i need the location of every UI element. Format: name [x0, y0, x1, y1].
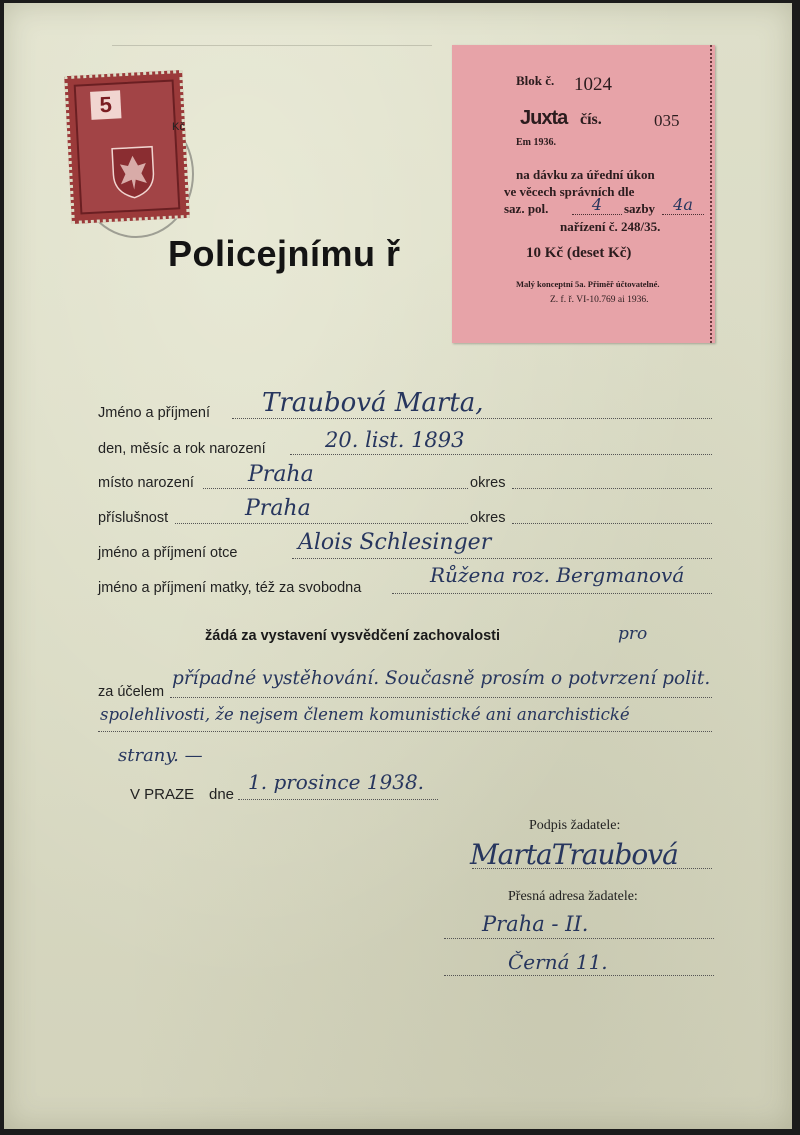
date-value: 1. prosince 1938.: [248, 770, 425, 794]
signature-label: Podpis žadatele:: [529, 818, 621, 833]
tax-stamp: [64, 70, 190, 224]
address-value-1: Praha - II.: [482, 912, 589, 936]
coat-of-arms-icon: [107, 142, 160, 201]
birth-value: 20. list. 1893: [325, 428, 465, 452]
name-line: [232, 418, 712, 419]
address-line-2: [444, 975, 714, 976]
purpose-text-3: strany. —: [118, 745, 203, 766]
ticket-line1: na dávku za úřední úkon: [516, 167, 655, 182]
ticket-cis-number: 035: [654, 111, 680, 130]
ticket-line3-a: saz. pol.: [504, 201, 549, 216]
ticket-em: Em 1936.: [516, 137, 556, 148]
ticket-line2: ve věcech správních dle: [504, 184, 635, 199]
ticket-hand-pol: 4: [572, 195, 622, 215]
name-value: Traubová Marta,: [262, 388, 484, 418]
ticket-blok-number: 1024: [574, 74, 612, 95]
date-dne-label: dne: [209, 786, 235, 803]
mother-value: Růžena roz. Bergmanová: [430, 563, 685, 587]
date-line: [238, 799, 438, 800]
tax-stamp-frame: [74, 79, 181, 214]
purpose-line-2: [98, 731, 712, 732]
father-line: [292, 558, 712, 559]
name-label: Jméno a příjmení: [98, 405, 211, 421]
citizenship-label: příslušnost: [98, 510, 169, 526]
citizenship-line: [175, 523, 468, 524]
page-title: Policejnímu ř: [168, 233, 401, 274]
ticket-line3-b: sazby: [624, 201, 656, 216]
stamp-currency-suffix: Kč: [172, 121, 185, 133]
mother-label: jméno a příjmení matky, též za svobodna: [98, 580, 362, 596]
request-heading: žádá za vystavení vysvědčení zachovalosti: [205, 628, 500, 644]
place-okres-line: [512, 488, 712, 489]
ticket-small1: Malý konceptní 5a. Přiměř účtovatelné.: [516, 279, 660, 289]
signature-value: MartaTraubová: [470, 838, 678, 871]
purpose-text-1: případné vystěhování. Současně prosím o potvrzení polit.: [172, 668, 711, 689]
revenue-ticket: [452, 45, 715, 343]
address-label: Přesná adresa žadatele:: [508, 889, 638, 904]
purpose-line-1: [170, 697, 712, 698]
ticket-juxta: Juxta: [520, 107, 568, 129]
father-label: jméno a příjmení otce: [98, 545, 238, 561]
ticket-cis-label: čís.: [580, 111, 602, 128]
place-label: místo narození: [98, 475, 194, 491]
purpose-label: za účelem: [98, 684, 165, 700]
tax-stamp-value: 5: [90, 90, 121, 120]
ticket-small2: Z. f. ř. VI-10.769 ai 1936.: [550, 295, 649, 305]
citizenship-value: Praha: [245, 496, 311, 521]
address-value-2: Černá 11.: [508, 950, 608, 974]
ticket-blok-label: Blok č.: [516, 73, 555, 88]
citizenship-okres-label: okres: [470, 510, 506, 526]
ticket-hand-sazby: 4a: [662, 195, 704, 215]
ticket-line4: nařízení č. 248/35.: [560, 219, 661, 234]
request-heading-hand: pro: [618, 624, 648, 644]
father-value: Alois Schlesinger: [298, 530, 492, 555]
birth-line: [290, 454, 712, 455]
place-line: [203, 488, 468, 489]
ticket-amount: 10 Kč (deset Kč): [526, 245, 632, 261]
birth-label: den, měsíc a rok narození: [98, 441, 266, 457]
citizenship-okres-line: [512, 523, 712, 524]
mother-line: [392, 593, 712, 594]
ticket-perforation: [710, 45, 712, 343]
address-line-1: [444, 938, 714, 939]
place-okres-label: okres: [470, 475, 506, 491]
date-city-label: V PRAZE: [130, 786, 195, 803]
place-value: Praha: [248, 462, 314, 487]
purpose-text-2: spolehlivosti, že nejsem členem komunistické ani anarchistické: [100, 705, 630, 724]
